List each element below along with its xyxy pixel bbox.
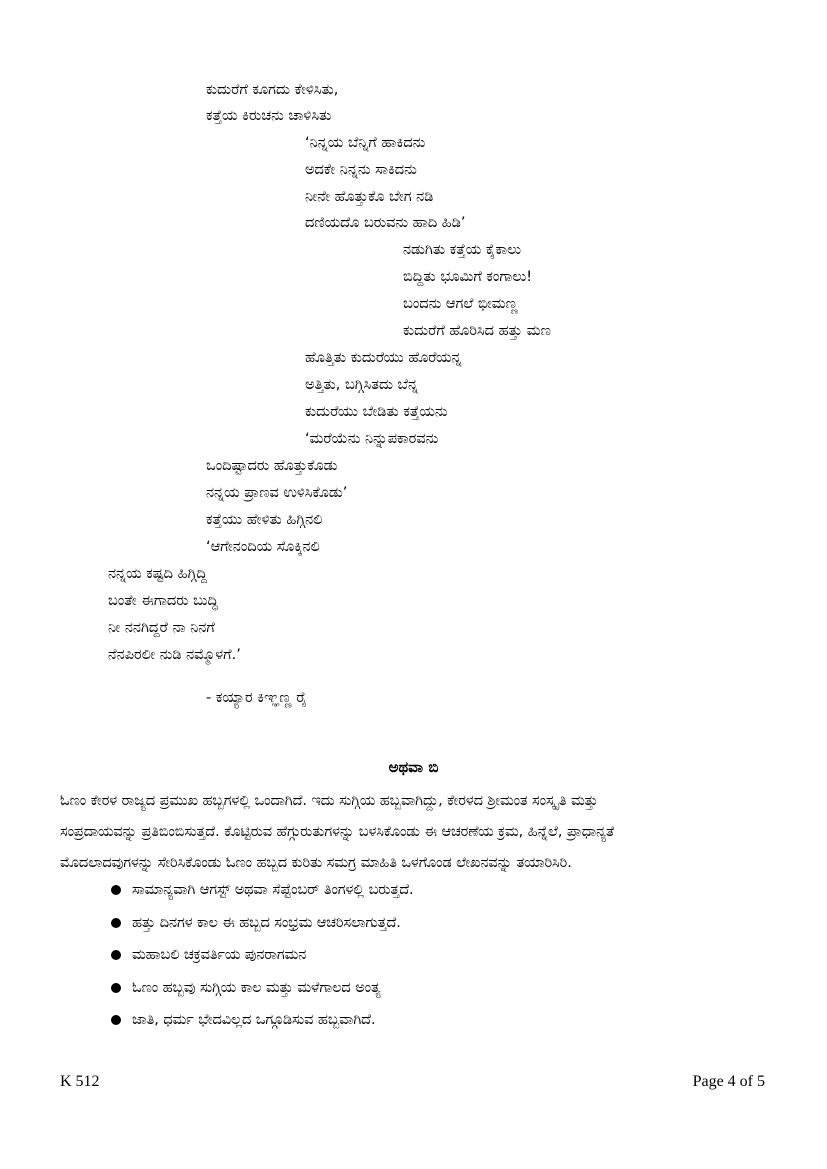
- list-item: [60, 976, 414, 1009]
- poem-line: ಬಂದನು ಆಗಲೆ ಭೀಮಣ್ಣ: [403, 296, 518, 312]
- poem-line: ನಡುಗಿತು ಕತ್ತೆಯ ಕೈಕಾಲು: [403, 242, 522, 258]
- list-item-text: ಓಣಂ ಹಬ್ಬವು ಸುಗ್ಗಿಯ ಕಾಲ ಮತ್ತು ಮಳೆಗಾಲದ ಅಂತ್ಯ: [132, 979, 381, 996]
- poem-line: ‘ಆಗೇನಂದಿಯ ಸೊಕ್ಕಿನಲಿ: [206, 539, 320, 555]
- list-item: [60, 943, 414, 976]
- poem-line: ಅದಕೇ ನಿನ್ನನು ಸಾಕಿದನು: [305, 162, 417, 178]
- bullet-icon: [111, 1015, 121, 1025]
- paragraph-line: ಸಂಪ್ರದಾಯವನ್ನು ಪ್ರತಿಬಿಂಬಿಸುತ್ತದೆ. ಕೊಟ್ಟಿರುವ ಹೆಗ್ಗುರುತುಗಳನ್ನು ಬಳಸಿಕೊಂಡು ಈ ಆಚರಣೆಯ ಕ್ರಮ, ಹಿನ್ನೆಲೆ, ಪ್ರಾಧಾನ್ಯತೆ: [60, 824, 615, 840]
- footer-page-number: Page 4 of 5: [692, 1073, 765, 1090]
- list-item-text: ಜಾತಿ, ಧರ್ಮ ಭೇದವಿಲ್ಲದ ಒಗ್ಗೂಡಿಸುವ ಹಬ್ಬವಾಗಿದೆ.: [132, 1012, 376, 1028]
- bullet-icon: [111, 983, 121, 993]
- poem-line: ಬಿದ್ದಿತು ಭೂಮಿಗೆ ಕಂಗಾಲು!: [403, 269, 533, 285]
- poem-line: ಕುದುರೆಯು ಬೇಡಿತು ಕತ್ತೆಯನು: [305, 404, 448, 420]
- list-item-text: ಸಾಮಾನ್ಯವಾಗಿ ಆಗಸ್ಟ್ ಅಥವಾ ಸೆಪ್ಟೆಂಬರ್ ತಿಂಗಳಲ್ಲಿ ಬರುತ್ತದೆ.: [132, 882, 414, 898]
- poem-line: ‘ಮರೆಯೆನು ನಿನ್ನುಪಕಾರವನು: [305, 431, 439, 447]
- poem-line: ಕತ್ತೆಯ ಕಿರುಚನು ಚಾಳಿಸಿತು: [206, 108, 332, 124]
- list-item-text: ಮಹಾಬಲಿ ಚಕ್ರವರ್ತಿಯ ಪುನರಾಗಮನ: [132, 947, 307, 963]
- poem-line: ದಣಿಯದೊ ಬರುವನು ಹಾದಿ ಹಿಡಿ’: [305, 215, 466, 231]
- poem-line: ಹೊತ್ತಿತು ಕುದುರೆಯು ಹೊರೆಯನ್ನ: [305, 350, 462, 366]
- section-heading: ಅಥವಾ ಬಿ: [388, 758, 439, 776]
- paragraph-line: ಓಣಂ ಕೇರಳ ರಾಜ್ಯದ ಪ್ರಮುಖ ಹಬ್ಬಗಳಲ್ಲಿ ಒಂದಾಗಿದೆ. ಇದು ಸುಗ್ಗಿಯ ಹಬ್ಬವಾಗಿದ್ದು, ಕೇರಳದ ಶ್ರೀಮಂತ ಸಂಸ್ಕೃತಿ ಮತ್ತು: [60, 793, 598, 809]
- bullet-icon: [111, 918, 121, 928]
- poem-line: ಕುದುರೆಗೆ ಕೂಗದು ಕೇಳಿಸಿತು,: [206, 82, 339, 98]
- instruction-paragraph: [60, 786, 772, 879]
- poem-line: ಒಂದಿಷ್ಟಾದರು ಹೊತ್ತುಕೊಡು: [206, 458, 338, 474]
- poem-line: ನನ್ನಯ ಕಷ್ಟದಿ ಹಿಗ್ಗಿದ್ದಿ: [108, 566, 208, 582]
- paragraph-line: ಮೊದಲಾದವುಗಳನ್ನು ಸೇರಿಸಿಕೊಂಡು ಓಣಂ ಹಬ್ಬದ ಕುರಿತು ಸಮಗ್ರ ಮಾಹಿತಿ ಒಳಗೊಂಡ ಲೇಖನವನ್ನು ತಯಾರಿಸಿರಿ.: [60, 855, 572, 871]
- poem-line: ಕತ್ತೆಯು ಹೇಳಿತು ಹಿಗ್ಗಿನಲಿ: [206, 512, 323, 528]
- hint-list: [60, 878, 414, 1041]
- poem-author: - ಕಯ್ಯಾರ ಕಿಞ್ಞಣ್ಣ ರೈ: [206, 690, 307, 706]
- poem-line: ನನ್ನಯ ಪ್ರಾಣವ ಉಳಿಸಿಕೊಡು’: [206, 485, 348, 501]
- poem-line: ಕುದುರೆಗೆ ಹೊರಿಸಿದ ಹತ್ತು ಮಣ: [403, 323, 551, 339]
- list-item: [60, 878, 414, 911]
- poem-line: ನೀನೇ ಹೊತ್ತುಕೊ ಬೇಗ ನಡಿ: [305, 189, 434, 205]
- bullet-icon: [111, 950, 121, 960]
- poem-line: ಅತ್ತಿತು, ಬಗ್ಗಿಸಿತದು ಬೆನ್ನ: [305, 377, 419, 393]
- poem-line: ‘ನಿನ್ನಯ ಬೆನ್ನಿಗೆ ಹಾಕಿದನು: [305, 135, 426, 151]
- list-item-text: ಹತ್ತು ದಿನಗಳ ಕಾಲ ಈ ಹಬ್ಬದ ಸಂಭ್ರಮ ಆಚರಿಸಲಾಗುತ್ತದೆ.: [132, 914, 401, 931]
- poem-line: ನೆನಪಿರಲೀ ನುಡಿ ನಮ್ಮೊಳಗೆ.’: [108, 647, 241, 663]
- footer-code: K 512: [60, 1073, 100, 1090]
- list-item: [60, 911, 414, 944]
- bullet-icon: [111, 885, 121, 895]
- poem-line: ನೀ ನನಗಿದ್ದರೆ ನಾ ನಿನಗೆ: [108, 620, 215, 636]
- list-item: [60, 1008, 414, 1041]
- poem-line: ಬಂತೇ ಈಗಾದರು ಬುದ್ಧಿ: [108, 593, 219, 609]
